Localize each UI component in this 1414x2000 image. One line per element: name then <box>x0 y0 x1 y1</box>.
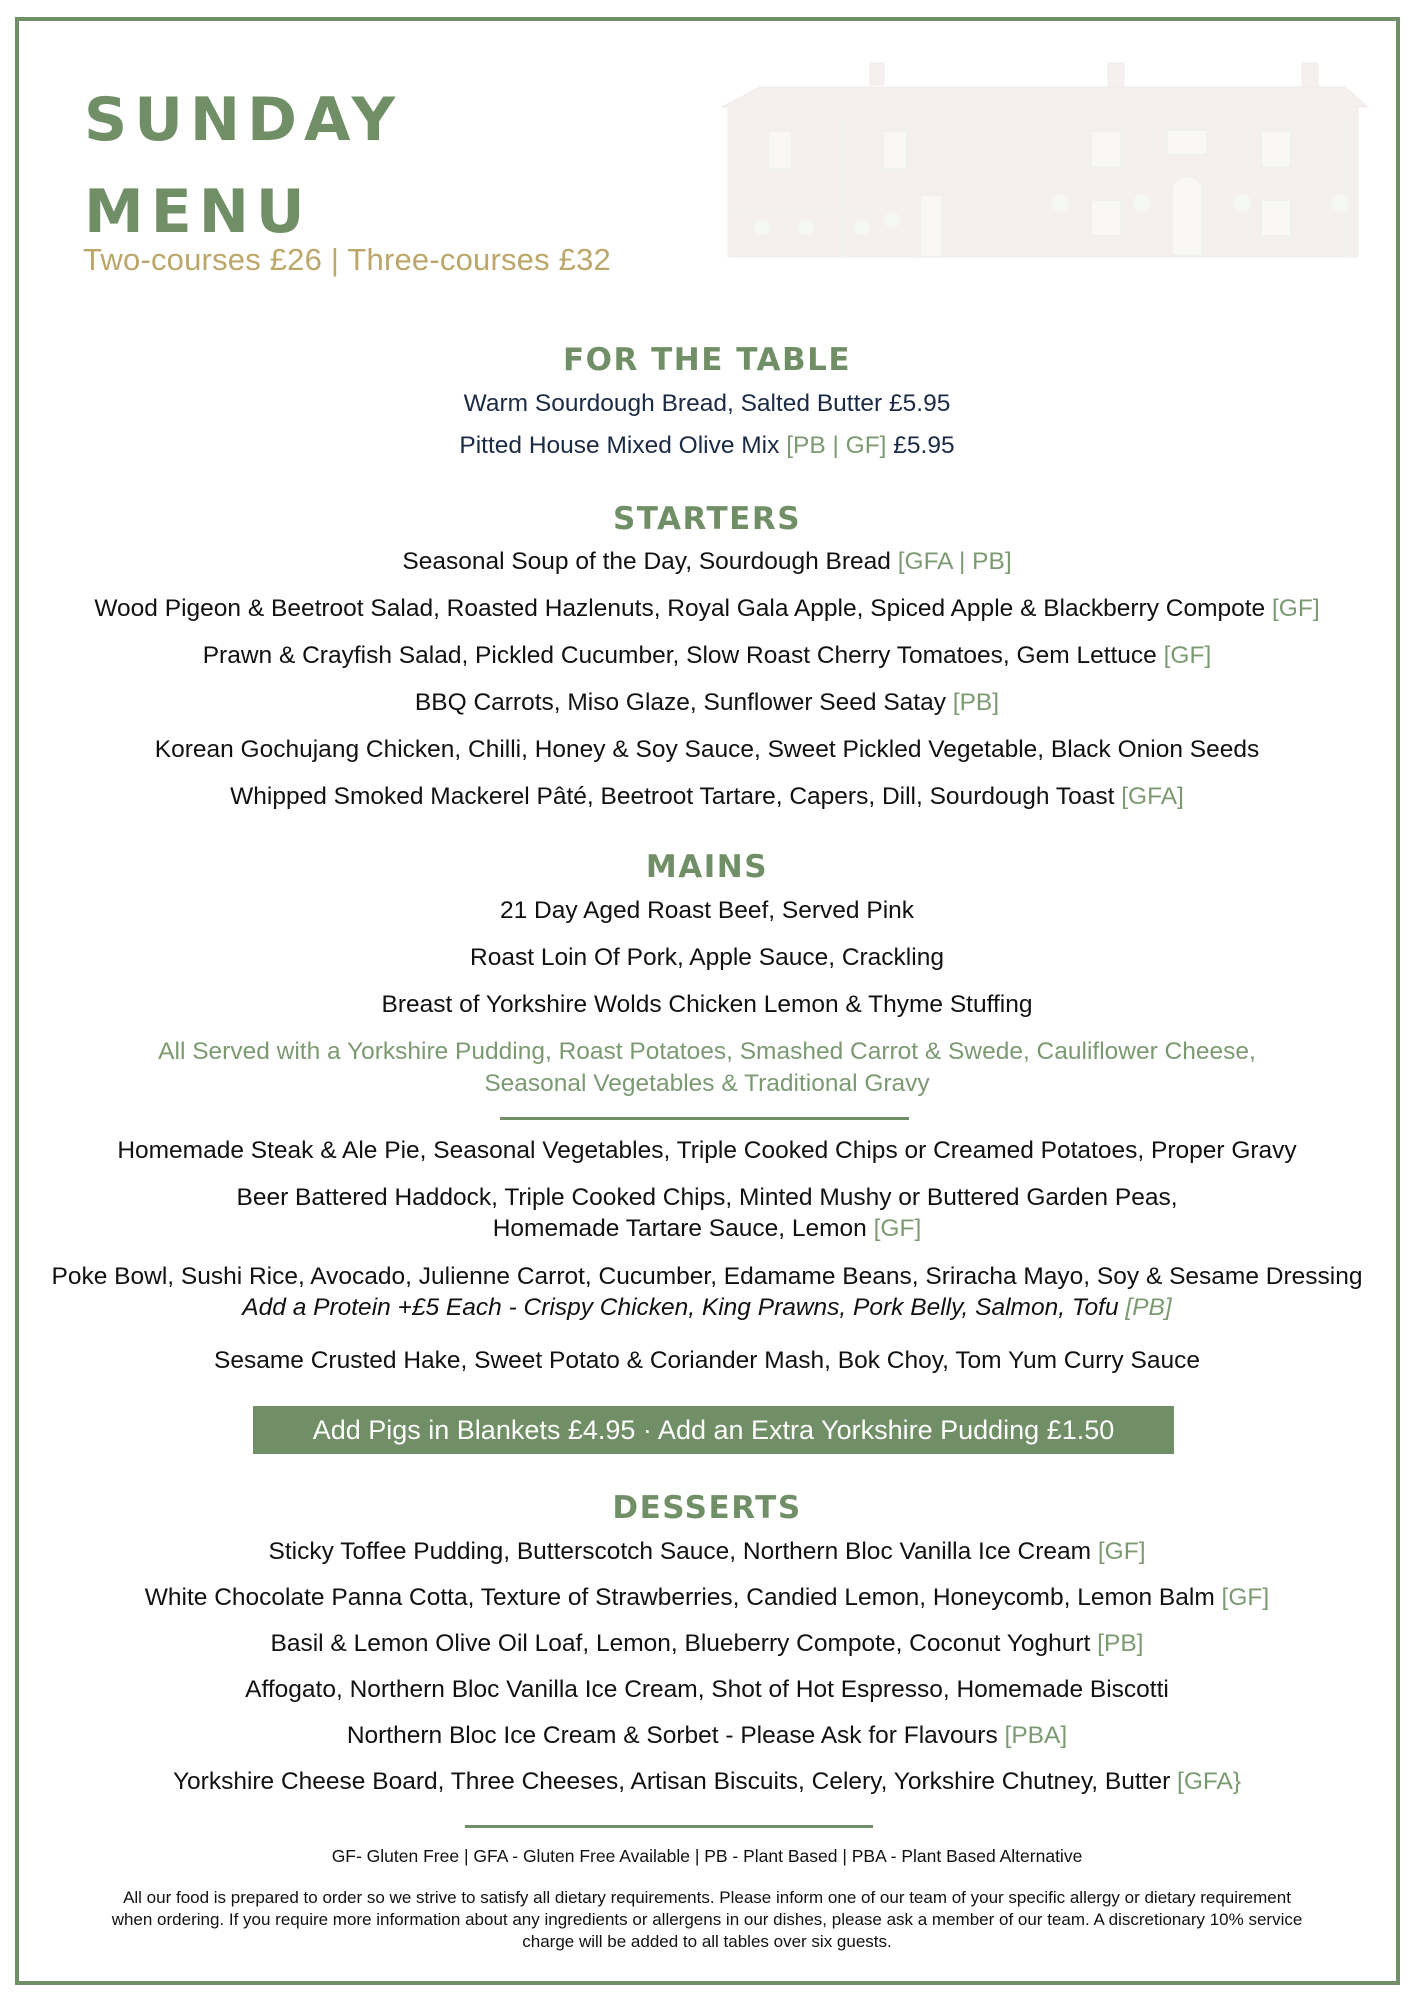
divider <box>465 1825 873 1828</box>
dietary-tag: [GF] <box>1163 642 1212 669</box>
note-line: Seasonal Vegetables & Traditional Gravy <box>484 1070 930 1097</box>
dietary-tag: [GF] <box>873 1215 922 1242</box>
menu-item <box>30 546 1384 577</box>
item-name: Whipped Smoked Mackerel Pâté, Beetroot Tartare, Capers, Dill, Sourdough Toast <box>230 783 1115 810</box>
item-name: 21 Day Aged Roast Beef, Served Pink <box>499 897 915 924</box>
dietary-tag: [PB] <box>1125 1294 1172 1321</box>
disclaimer-line: All our food is prepared to order so we strive to satisfy all dietary requirements. Please inform one of our team of your specific allergy or dietary requirement <box>123 1888 1291 1907</box>
item-price: £5.95 <box>893 432 955 459</box>
item-name: Warm Sourdough Bread, Salted Butter £5.95 <box>463 390 951 417</box>
pub-building-illustration <box>720 55 1370 265</box>
course-pricing: Two-courses £26 | Three-courses £32 <box>83 242 611 277</box>
menu-item <box>30 895 1384 926</box>
dietary-tag: [PBA] <box>1004 1722 1068 1749</box>
menu-item <box>30 430 1384 461</box>
divider <box>500 1117 909 1120</box>
extras-banner: Add Pigs in Blankets £4.95 · Add an Extra Yorkshire Pudding £1.50 <box>253 1406 1174 1454</box>
menu-item <box>30 1261 1384 1323</box>
menu-item <box>30 1536 1384 1567</box>
item-name: Affogato, Northern Bloc Vanilla Ice Cream, Shot of Hot Espresso, Homemade Biscotti <box>245 1676 1169 1703</box>
menu-item <box>30 989 1384 1020</box>
item-name: White Chocolate Panna Cotta, Texture of Strawberries, Candied Lemon, Honeycomb, Lemon Balm <box>144 1584 1215 1611</box>
roast-accompaniments-note <box>30 1036 1384 1100</box>
item-name: Poke Bowl, Sushi Rice, Avocado, Julienne Carrot, Cucumber, Edamame Beans, Sriracha Mayo, Soy & Sesame Dressing <box>51 1263 1363 1290</box>
section-desserts <box>30 1490 1384 1526</box>
legend-text: GF- Gluten Free | GFA - Gluten Free Available | PB - Plant Based | PBA - Plant Based Alternative <box>331 1846 1083 1866</box>
menu-item <box>30 781 1384 812</box>
item-name: Wood Pigeon & Beetroot Salad, Roasted Hazlenuts, Royal Gala Apple, Spiced Apple & Blackberry Compote <box>94 595 1266 622</box>
menu-item <box>30 687 1384 718</box>
dietary-tag: [PB] <box>1097 1630 1144 1657</box>
item-name: Basil & Lemon Olive Oil Loaf, Lemon, Blueberry Compote, Coconut Yoghurt <box>270 1630 1091 1657</box>
item-name: Sesame Crusted Hake, Sweet Potato & Coriander Mash, Bok Choy, Tom Yum Curry Sauce <box>214 1347 1200 1374</box>
menu-item <box>30 1345 1384 1376</box>
section-heading: DESSERTS <box>612 1490 802 1526</box>
item-name: Northern Bloc Ice Cream & Sorbet - Please Ask for Flavours <box>346 1722 998 1749</box>
dietary-legend <box>30 1846 1384 1867</box>
item-name: Seasonal Soup of the Day, Sourdough Bread <box>402 548 891 575</box>
dietary-tag: [GFA | PB] <box>897 548 1012 575</box>
dietary-tag: [PB] <box>952 689 1000 716</box>
dietary-tag: [GFA} <box>1177 1768 1242 1795</box>
title-line-menu: MENU <box>84 177 312 247</box>
menu-item <box>30 640 1384 671</box>
menu-item <box>30 593 1384 624</box>
item-name: Homemade Steak & Ale Pie, Seasonal Vegetables, Triple Cooked Chips or Creamed Potatoes, Proper Gravy <box>117 1137 1297 1164</box>
menu-item <box>30 1582 1384 1613</box>
menu-item <box>30 1182 1384 1244</box>
dietary-tag: [GF] <box>1097 1538 1146 1565</box>
item-name: Breast of Yorkshire Wolds Chicken Lemon & Thyme Stuffing <box>381 991 1033 1018</box>
item-name: Yorkshire Cheese Board, Three Cheeses, Artisan Biscuits, Celery, Yorkshire Chutney, Butter <box>172 1768 1171 1795</box>
menu-item <box>30 1674 1384 1705</box>
item-name-cont: Homemade Tartare Sauce, Lemon <box>492 1215 867 1242</box>
section-heading: FOR THE TABLE <box>562 342 852 378</box>
menu-item <box>30 1766 1384 1797</box>
menu-item <box>30 1628 1384 1659</box>
menu-item <box>30 1720 1384 1751</box>
item-name: Korean Gochujang Chicken, Chilli, Honey & Soy Sauce, Sweet Pickled Vegetable, Black Onion Seeds <box>154 736 1260 763</box>
allergen-disclaimer <box>30 1887 1384 1953</box>
menu-item <box>30 1135 1384 1166</box>
section-for-the-table <box>30 342 1384 378</box>
section-heading: MAINS <box>645 849 769 885</box>
section-mains <box>30 849 1384 885</box>
disclaimer-line: charge will be added to all tables over six guests. <box>522 1932 892 1951</box>
item-name: Beer Battered Haddock, Triple Cooked Chips, Minted Mushy or Buttered Garden Peas, <box>236 1184 1178 1211</box>
item-name: Sticky Toffee Pudding, Butterscotch Sauce, Northern Bloc Vanilla Ice Cream <box>268 1538 1092 1565</box>
dietary-tag: [GFA] <box>1121 783 1184 810</box>
dietary-tag: [PB | GF] <box>786 432 887 459</box>
item-name: Roast Loin Of Pork, Apple Sauce, Crackling <box>470 944 944 971</box>
item-name: BBQ Carrots, Miso Glaze, Sunflower Seed Satay <box>414 689 946 716</box>
protein-addon: Add a Protein +£5 Each - Crispy Chicken, King Prawns, Pork Belly, Salmon, Tofu <box>242 1294 1119 1321</box>
note-line: All Served with a Yorkshire Pudding, Roast Potatoes, Smashed Carrot & Swede, Cauliflower Cheese, <box>158 1038 1256 1065</box>
page-title <box>84 74 402 258</box>
disclaimer-line: when ordering. If you require more information about any ingredients or allergens in our dishes, please ask a member of our team. A discretionary 10% service <box>111 1910 1303 1929</box>
menu-item <box>30 942 1384 973</box>
item-name: Prawn & Crayfish Salad, Pickled Cucumber, Slow Roast Cherry Tomatoes, Gem Lettuce <box>202 642 1157 669</box>
dietary-tag: [GF] <box>1271 595 1320 622</box>
dietary-tag: [GF] <box>1221 1584 1270 1611</box>
menu-item <box>30 388 1384 419</box>
section-heading: STARTERS <box>612 501 802 537</box>
section-starters <box>30 501 1384 537</box>
title-line-sunday: SUNDAY <box>84 85 403 155</box>
menu-item <box>30 734 1384 765</box>
item-name: Pitted House Mixed Olive Mix <box>459 432 780 459</box>
